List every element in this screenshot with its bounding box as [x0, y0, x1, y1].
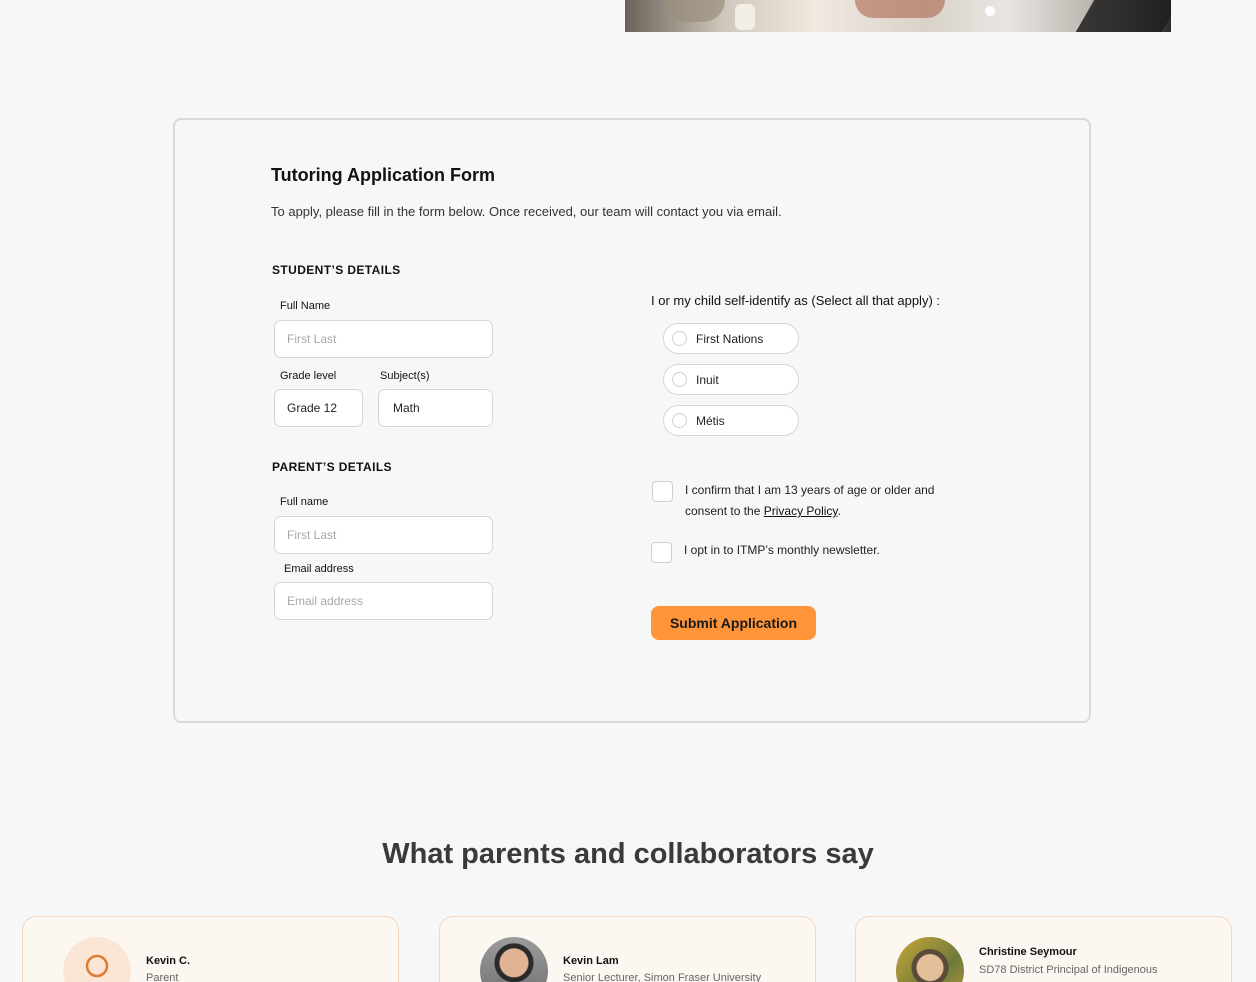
newsletter-checkbox[interactable]	[651, 542, 672, 563]
subject-label: Subject(s)	[380, 370, 430, 382]
student-details-heading: STUDENT’S DETAILS	[272, 263, 401, 277]
testimonial-card	[439, 916, 816, 982]
grade-level-input[interactable]	[274, 389, 363, 427]
hero-image	[625, 0, 1171, 32]
testimonial-card	[22, 916, 399, 982]
avatar	[480, 937, 548, 982]
newsletter-text: I opt in to ITMP’s monthly newsletter.	[684, 543, 880, 557]
form-title: Tutoring Application Form	[271, 165, 495, 185]
testimonial-name: Kevin Lam	[563, 955, 619, 967]
consent-line-2	[685, 501, 934, 522]
age-consent-text	[685, 480, 934, 522]
option-metis[interactable]	[663, 405, 799, 436]
user-icon	[63, 937, 131, 982]
option-label: Inuit	[696, 372, 719, 387]
email-input[interactable]	[274, 582, 493, 620]
testimonial-name: Kevin C.	[146, 955, 191, 967]
consent-prefix: consent to the	[685, 504, 764, 518]
student-full-name-input[interactable]	[274, 320, 493, 358]
email-label: Email address	[284, 563, 354, 575]
student-full-name-label: Full Name	[280, 300, 331, 312]
option-first-nations[interactable]	[663, 323, 799, 354]
testimonial-name: Christine Seymour	[979, 946, 1077, 958]
consent-line-1: I confirm that I am 13 years of age or older and	[685, 483, 935, 497]
testimonial-card	[855, 916, 1232, 982]
consent-suffix: .	[837, 504, 841, 518]
radio-circle-icon	[672, 372, 687, 387]
parent-full-name-label: Full name	[280, 496, 329, 508]
option-label: First Nations	[696, 331, 764, 346]
avatar	[63, 937, 131, 982]
testimonial-role: Senior Lecturer, Simon Fraser University	[563, 972, 762, 982]
subject-input[interactable]	[378, 389, 493, 427]
testimonial-role: Parent	[146, 972, 179, 982]
submit-application-button[interactable]: Submit Application	[651, 606, 816, 640]
application-form-card	[173, 118, 1091, 723]
testimonial-role: SD78 District Principal of Indigenous	[979, 964, 1158, 976]
radio-circle-icon	[672, 413, 687, 428]
option-label: Métis	[696, 413, 725, 428]
radio-circle-icon	[672, 331, 687, 346]
age-consent-checkbox[interactable]	[652, 481, 673, 502]
avatar	[896, 937, 964, 982]
parent-details-heading: PARENT’S DETAILS	[272, 460, 392, 474]
self-identify-question: I or my child self-identify as (Select all that apply) :	[651, 293, 941, 308]
option-inuit[interactable]	[663, 364, 799, 395]
privacy-policy-link[interactable]: Privacy Policy	[763, 504, 838, 518]
form-intro: To apply, please fill in the form below. Once received, our team will contact you via email.	[271, 204, 782, 219]
parent-full-name-input[interactable]	[274, 516, 493, 554]
testimonials-heading: What parents and collaborators say	[382, 838, 874, 870]
grade-level-label: Grade level	[280, 370, 337, 382]
